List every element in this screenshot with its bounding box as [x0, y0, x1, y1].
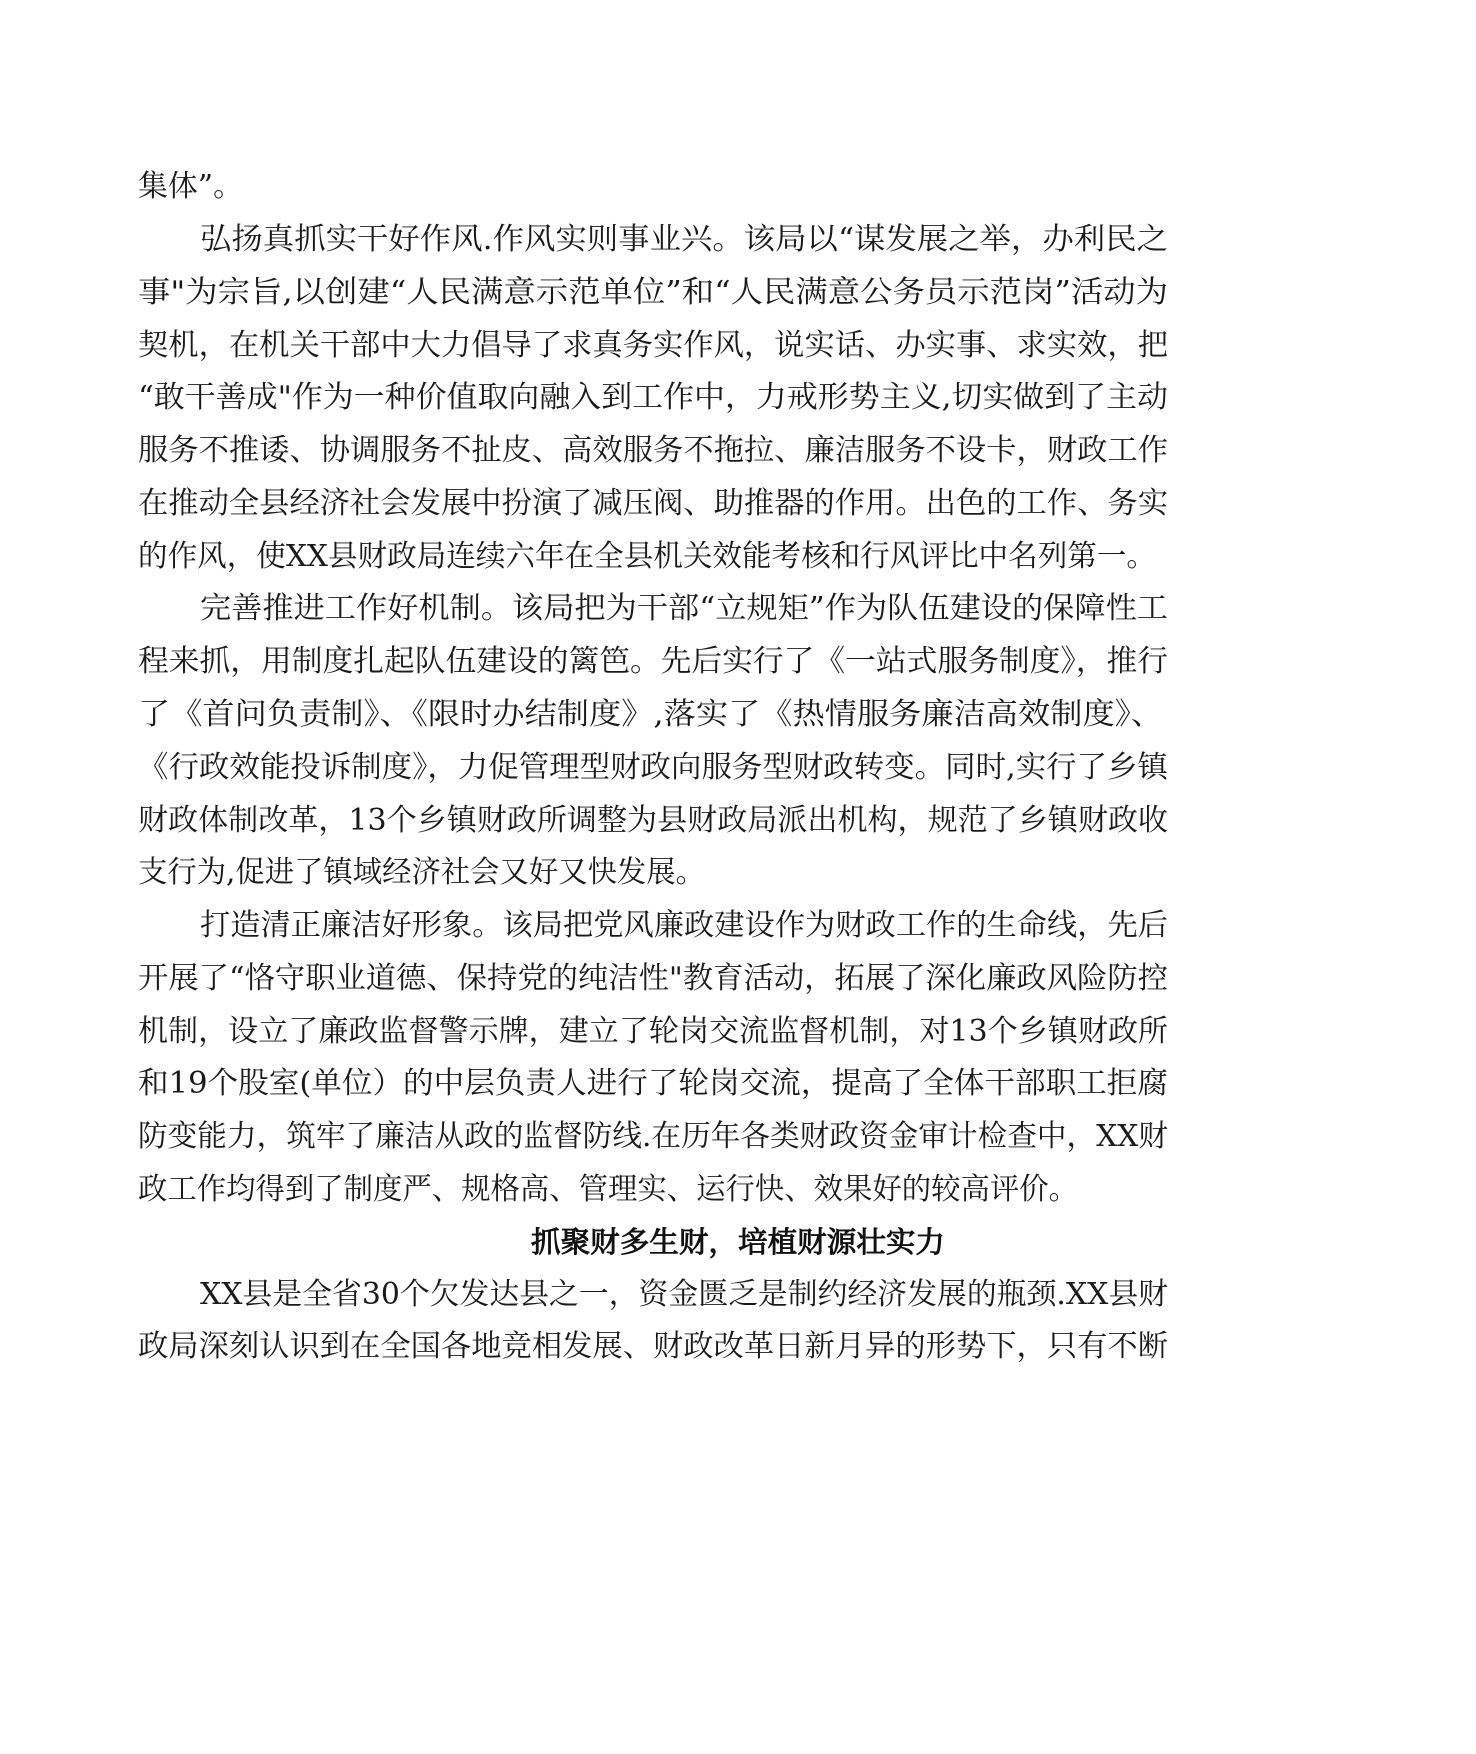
- paragraph-first-line: [0, 586, 1476, 632]
- text-line-content: 和19个股室(单位）的中层负责人进行了轮岗交流，提高了全体干部职工拒腐: [138, 1066, 1168, 1101]
- text-line: [0, 1061, 1476, 1107]
- text-line: [0, 798, 1476, 844]
- text-line-content: 集体”。: [138, 169, 243, 204]
- text-line-content: 开展了“恪守职业道德、保持党的纯洁性"教育活动，拓展了深化廉政风险防控: [138, 961, 1168, 996]
- text-line: [0, 164, 1476, 210]
- text-line: [0, 1167, 1476, 1213]
- text-line: [0, 428, 1476, 474]
- text-line: [0, 1009, 1476, 1055]
- text-line: [0, 270, 1476, 316]
- paragraph-first-line: [0, 903, 1476, 949]
- text-line-content: 防变能力，筑牢了廉洁从政的监督防线.在历年各类财政资金审计检查中，XX财: [138, 1119, 1168, 1154]
- text-line: [0, 745, 1476, 791]
- text-line-content: “敢干善成"作为一种价值取向融入到工作中，力戒形势主义,切实做到了主动: [138, 380, 1168, 415]
- text-line-content: 契机，在机关干部中大力倡导了求真务实作风，说实话、办实事、求实效，把: [138, 328, 1168, 363]
- section-heading-text: 抓聚财多生财，培植财源壮实力: [531, 1225, 945, 1259]
- text-line-content: 弘扬真抓实干好作风.作风实则事业兴。该局以“谋发展之举，办利民之: [200, 222, 1168, 257]
- text-line-content: 程来抓，用制度扎起队伍建设的篱笆。先后实行了《一站式服务制度》，推行: [138, 644, 1168, 679]
- paragraph-first-line: [0, 1272, 1476, 1318]
- text-line-content: 支行为,促进了镇域经济社会又好又快发展。: [138, 855, 705, 890]
- text-line-content: 政工作均得到了制度严、规格高、管理实、运行快、效果好的较高评价。: [138, 1172, 1078, 1207]
- text-line-content: 的作风，使XX县财政局连续六年在全县机关效能考核和行风评比中名列第一。: [138, 539, 1156, 574]
- text-line-content: 《行政效能投诉制度》，力促管理型财政向服务型财政转变。同时,实行了乡镇: [138, 750, 1168, 785]
- text-line-content: 打造清正廉洁好形象。该局把党风廉政建设作为财政工作的生命线，先后: [200, 908, 1168, 943]
- text-line-content: 在推动全县经济社会发展中扮演了减压阀、助推器的作用。出色的工作、务实: [138, 486, 1168, 521]
- text-line-content: 服务不推诿、协调服务不扯皮、高效服务不拖拉、廉洁服务不设卡，财政工作: [138, 433, 1168, 468]
- text-line: [0, 692, 1476, 738]
- text-line: [0, 1324, 1476, 1370]
- text-line: [0, 1114, 1476, 1160]
- section-heading: [0, 1219, 1476, 1265]
- text-line-content: 事"为宗旨,以创建“人民满意示范单位”和“人民满意公务员示范岗”活动为: [138, 275, 1168, 310]
- text-line: [0, 850, 1476, 896]
- text-line-content: 完善推进工作好机制。该局把为干部“立规矩”作为队伍建设的保障性工: [200, 591, 1168, 626]
- paragraph-first-line: [0, 217, 1476, 263]
- text-line: [0, 375, 1476, 421]
- text-line-content: XX县是全省30个欠发达县之一，资金匮乏是制约经济发展的瓶颈.XX县财: [200, 1277, 1168, 1312]
- text-line: [0, 534, 1476, 580]
- text-line-content: 机制，设立了廉政监督警示牌，建立了轮岗交流监督机制，对13个乡镇财政所: [138, 1014, 1168, 1049]
- text-line-content: 政局深刻认识到在全国各地竞相发展、财政改革日新月异的形势下，只有不断: [138, 1329, 1168, 1364]
- text-line-content: 了《首问负责制》、《限时办结制度》,落实了《热情服务廉洁高效制度》、: [138, 697, 1163, 732]
- text-line: [0, 481, 1476, 527]
- text-line: [0, 323, 1476, 369]
- text-line: [0, 956, 1476, 1002]
- text-line: [0, 639, 1476, 685]
- text-line-content: 财政体制改革，13个乡镇财政所调整为县财政局派出机构，规范了乡镇财政收: [138, 803, 1168, 838]
